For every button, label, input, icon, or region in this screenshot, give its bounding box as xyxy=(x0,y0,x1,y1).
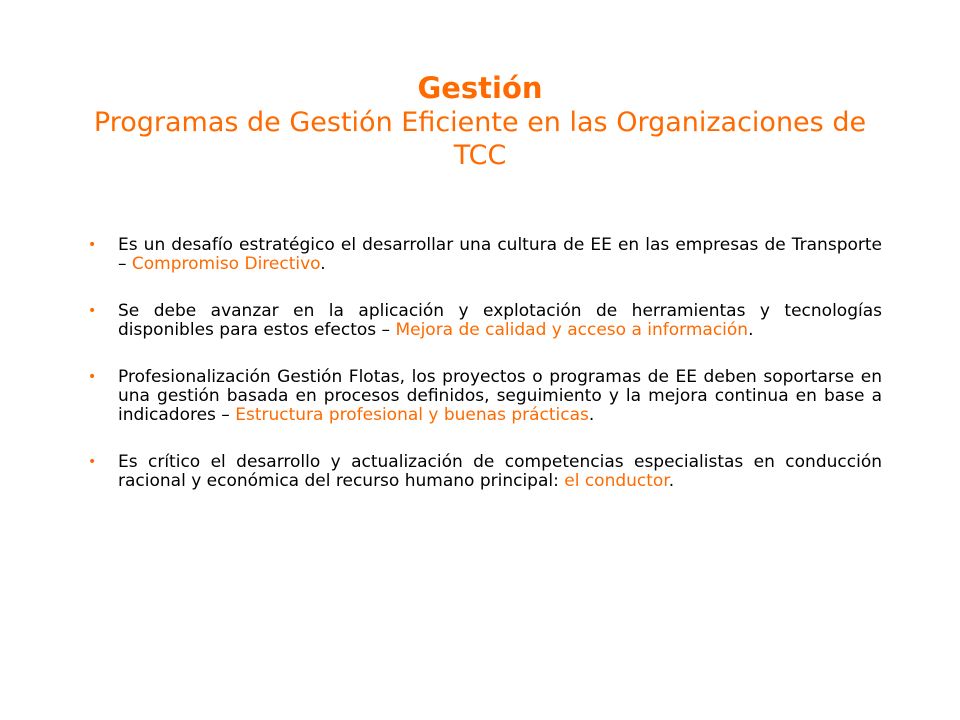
bullet-highlight: Estructura profesional y buenas prácticas xyxy=(235,405,589,425)
bullet-highlight: el conductor xyxy=(564,471,669,491)
bullet-item xyxy=(88,236,882,274)
bullet-highlight: Mejora de calidad y acceso a información xyxy=(395,320,749,340)
slide-title: Gestión xyxy=(417,71,543,105)
slide-subtitle: Programas de Gestión Eficiente en las Organizaciones de TCC xyxy=(93,107,867,171)
bullet-highlight: Compromiso Directivo xyxy=(131,254,321,274)
bullet-icon: • xyxy=(88,237,97,253)
bullet-text: Es un desafío estratégico el desarrollar una cultura de EE en las empresas de Transporte – xyxy=(118,235,882,274)
bullet-text: Se debe avanzar en la aplicación y explotación de herramientas y tecnologías disponibles para estos efectos – xyxy=(118,301,882,340)
bullet-end: . xyxy=(320,254,326,274)
bullet-end: . xyxy=(668,471,675,491)
bullet-text: Es crítico el desarrollo y actualización de competencias especialistas en conducción racional y económica del recurso humano principal: xyxy=(118,452,882,491)
bullet-end: . xyxy=(748,320,754,340)
bullet-item xyxy=(88,453,882,491)
bullet-text: Profesionalización Gestión Flotas, los proyectos o programas de EE deben soportarse en una gestión basada en procesos definidos, seguimiento y la mejora continua en base a indicadores – xyxy=(118,367,882,425)
bullet-list xyxy=(88,236,882,519)
bullet-icon: • xyxy=(88,454,97,470)
bullet-icon: • xyxy=(88,369,97,385)
bullet-item xyxy=(88,368,882,425)
bullet-end: . xyxy=(588,405,595,425)
title-block xyxy=(80,70,880,172)
bullet-icon: • xyxy=(88,303,97,319)
bullet-item xyxy=(88,302,882,340)
